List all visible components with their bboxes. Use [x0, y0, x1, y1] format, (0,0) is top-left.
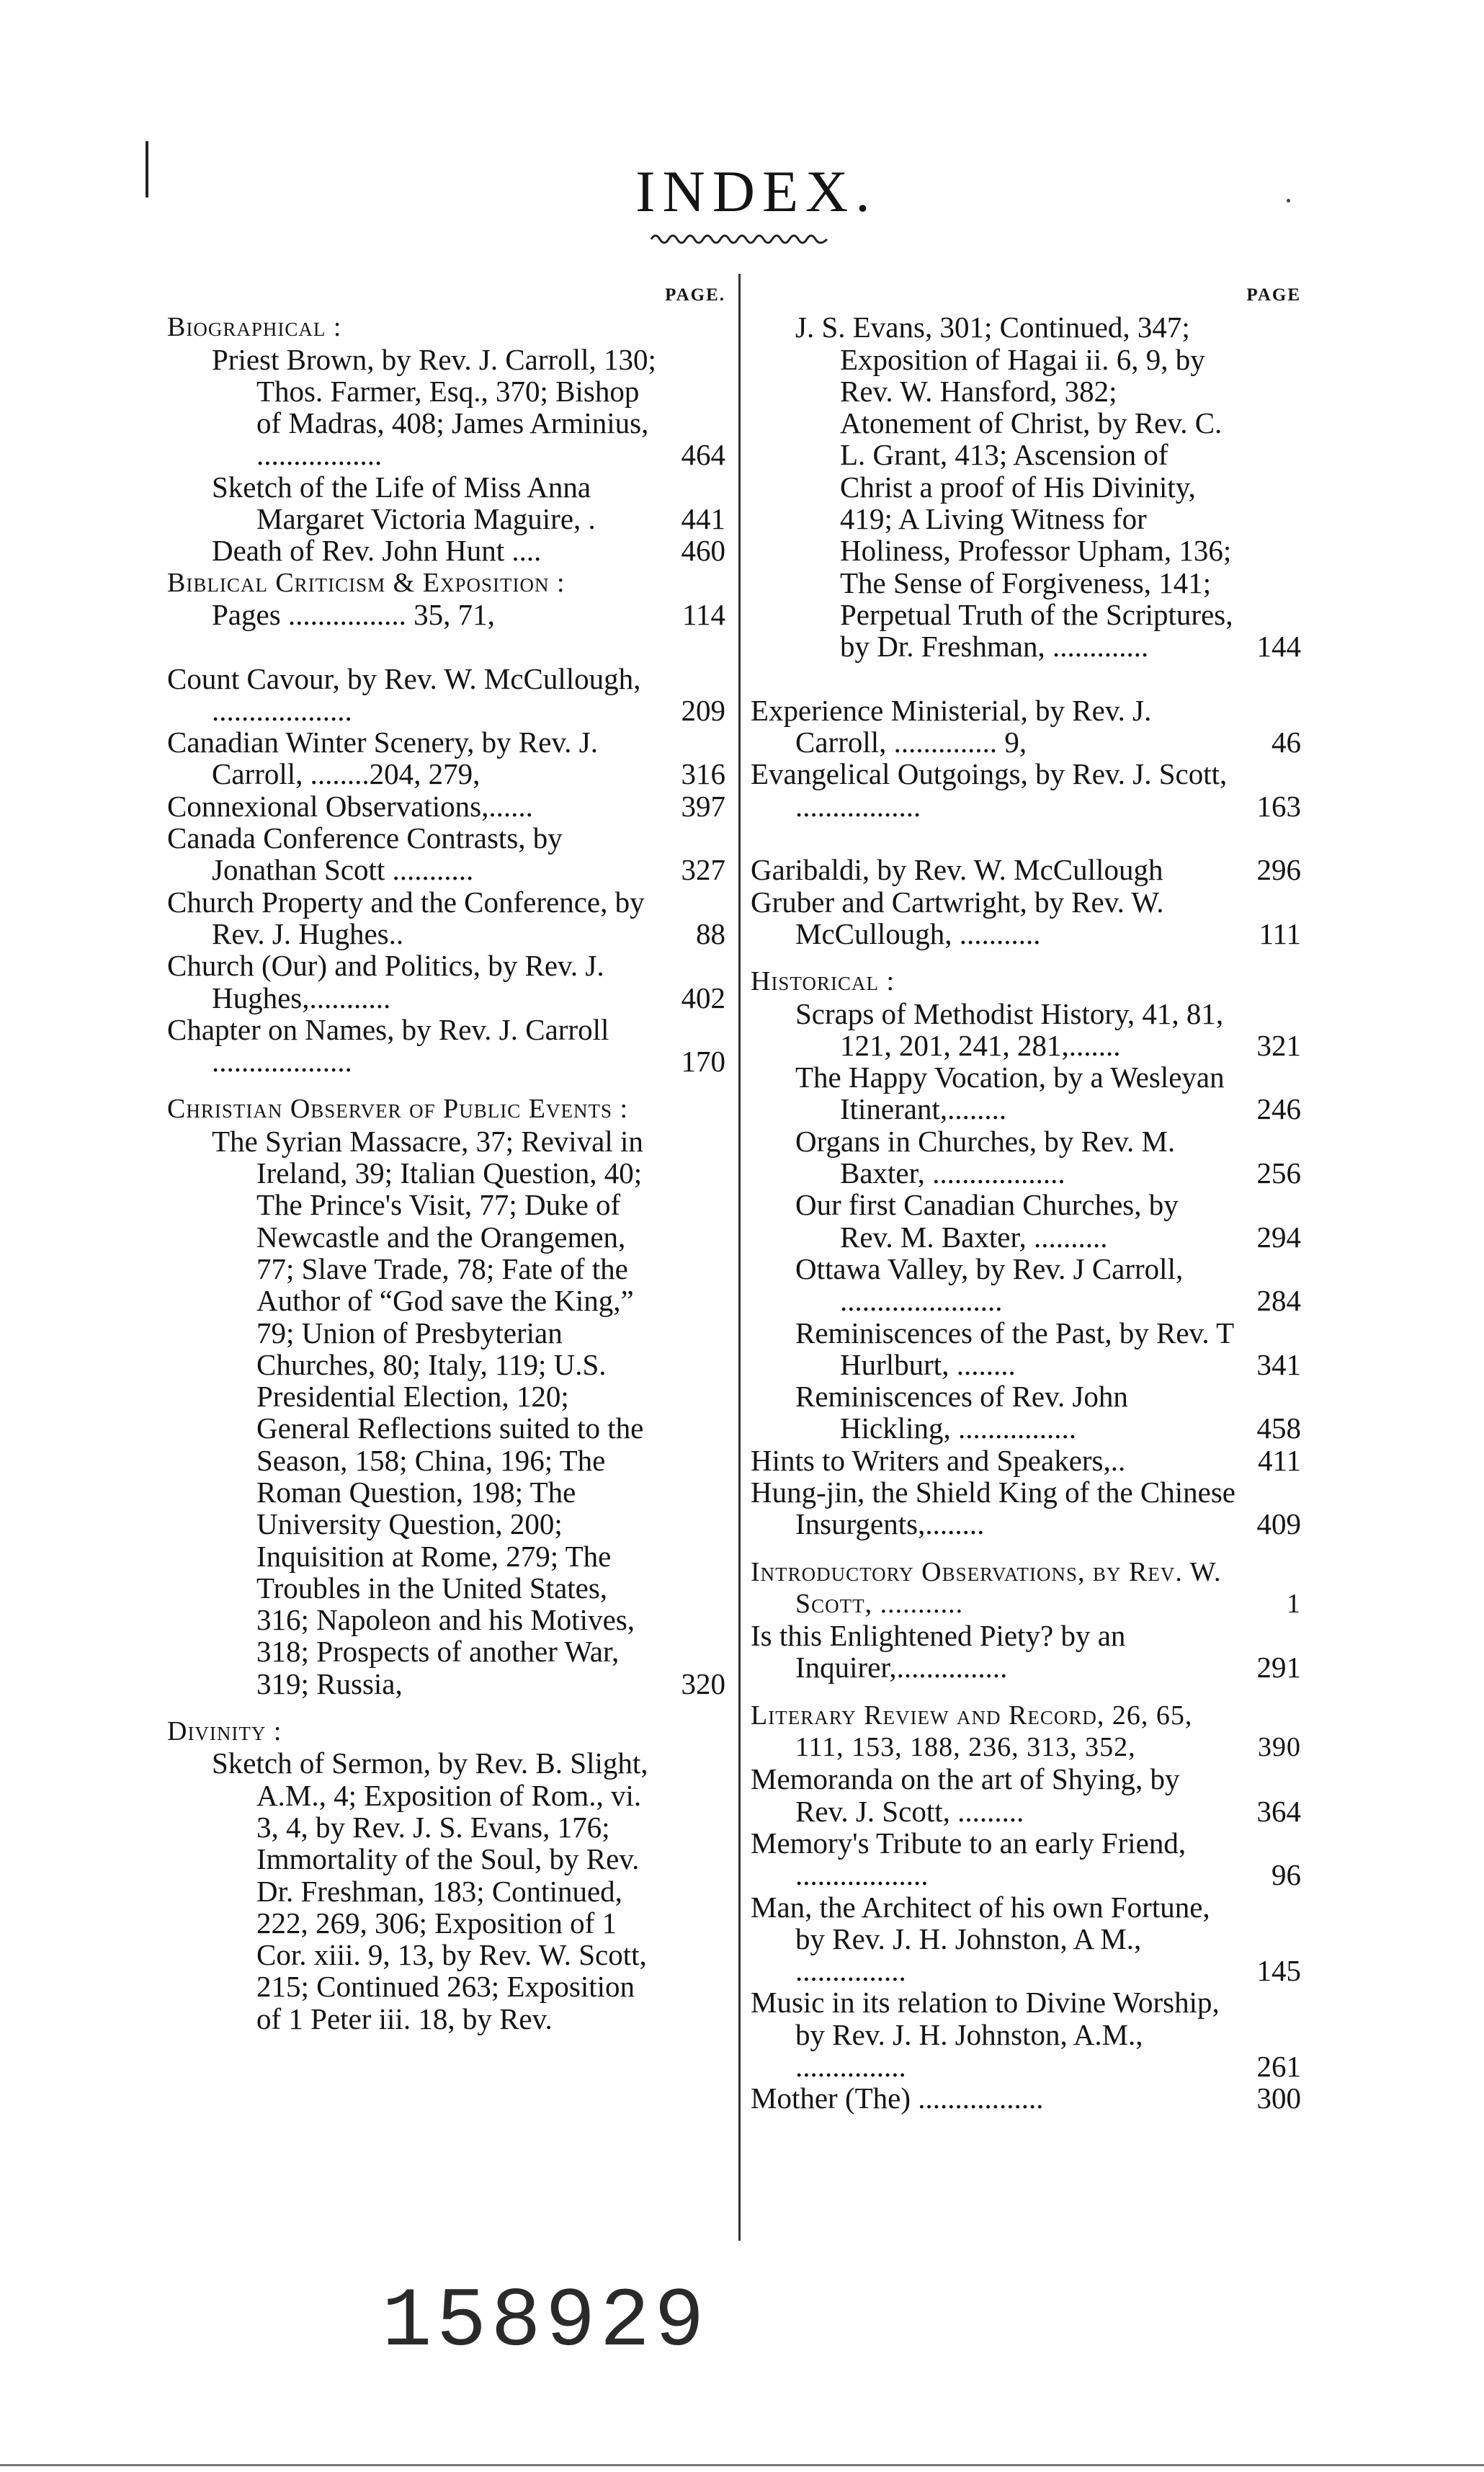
index-entry	[212, 471, 725, 535]
entry-page: 294	[1256, 1220, 1301, 1254]
entry-text: Memoranda on the art of Shying, by Rev. J. Scott, .........	[751, 1762, 1180, 1828]
entry-page: 46	[1271, 726, 1301, 759]
entry-page: 397	[681, 789, 725, 823]
section-heading-biblical: Biblical Criticism & Exposition :	[167, 567, 566, 598]
entry-text: Canadian Winter Scenery, by Rev. J. Carroll, ........204, 279,	[167, 726, 599, 791]
entry-text: The Syrian Massacre, 37; Revival in Ireland, 39; Italian Question, 40; The Prince's Visit, 77; Duke of Newcastle and the Orangemen, 77; Slave Trade, 78; Fate of the Author of “God save the King,” 79; Union of Presbyterian Churches, 80; Italy, 119; U.S. Presidential Election, 120; General Reflections suited to the Season, 158; China, 196; The Roman Question, 198; The University Question, 200; Inquisition at Rome, 279; The Troubles in the United States, 316; Napoleon and his Motives, 318; Prospects of another War, 319; Russia,	[212, 1124, 644, 1700]
column-divider	[738, 274, 741, 2241]
entry-text: Connexional Observations,......	[167, 789, 533, 823]
entry-text: Evangelical Outgoings, by Rev. J. Scott, .................	[751, 757, 1228, 823]
entry-text: J. S. Evans, 301; Continued, 347; Exposition of Hagai ii. 6, 9, by Rev. W. Hansford, 382; Atonement of Christ, by Rev. C. L. Grant, 413; Ascension of Christ a proof of His Divinity, 419; A Living Witness for Holiness, Professor Upham, 136; The Sense of Forgiveness, 141; Perpetual Truth of the Scriptures, by Dr. Freshman, .............	[795, 311, 1233, 664]
entry-page: 341	[1256, 1347, 1301, 1381]
index-entry	[795, 1253, 1301, 1317]
index-entry	[795, 1061, 1301, 1125]
entry-page: 114	[682, 597, 725, 631]
index-entry	[751, 1986, 1301, 2082]
entry-page: 464	[681, 438, 725, 472]
entry-text: Experience Ministerial, by Rev. J. Carroll, .............. 9,	[751, 693, 1152, 759]
section-heading-historical: Historical :	[751, 966, 895, 997]
index-entry	[167, 1014, 725, 1078]
index-entry	[167, 663, 725, 727]
entry-text: Ottawa Valley, by Rev. J Carroll, ......................	[795, 1251, 1184, 1318]
index-entry	[751, 886, 1301, 950]
entry-page: 296	[1256, 853, 1301, 887]
index-entry	[751, 2082, 1301, 2114]
index-entry	[795, 1125, 1301, 1190]
entry-page: 246	[1256, 1092, 1301, 1126]
entry-text: Reminiscences of Rev. John Hickling, ................	[795, 1380, 1128, 1445]
entry-page: 1	[1287, 1588, 1301, 1619]
page-column-header: PAGE	[1246, 285, 1301, 305]
entry-page: 256	[1256, 1156, 1301, 1190]
entry-page: 170	[681, 1045, 725, 1079]
index-entry-continued	[795, 311, 1301, 662]
entry-page: 261	[1256, 2050, 1301, 2084]
entry-text: Scraps of Methodist History, 41, 81, 121, 201, 241, 281,.......	[795, 996, 1224, 1062]
entry-page: 327	[681, 853, 725, 887]
entry-text: Memory's Tribute to an early Friend, ..................	[751, 1826, 1186, 1892]
entry-text: Chapter on Names, by Rev. J. Carroll ...................	[167, 1012, 609, 1079]
index-entry	[167, 790, 725, 822]
index-entry	[212, 1125, 725, 1700]
section-heading-observer: Christian Observer of Public Events :	[167, 1094, 629, 1125]
entry-page: 364	[1256, 1794, 1301, 1828]
entry-text: Canada Conference Contrasts, by Jonathan Scott ...........	[167, 821, 563, 887]
page-column-header: PAGE.	[665, 285, 725, 305]
page-title: INDEX.	[635, 159, 877, 224]
index-entry	[751, 1476, 1301, 1540]
ornamental-rule-icon	[650, 229, 828, 246]
entry-text: Sketch of the Life of Miss Anna Margaret Victoria Maguire, .	[212, 470, 596, 536]
entry-text: Hung-jin, the Shield King of the Chinese Insurgents,........	[751, 1475, 1235, 1541]
entry-text: Music in its relation to Divine Worship, by Rev. J. H. Johnston, A.M., ...............	[751, 1986, 1220, 2084]
index-right-column	[751, 280, 1301, 2115]
index-entry	[751, 758, 1301, 822]
entry-text: Count Cavour, by Rev. W. McCullough, ...................	[167, 661, 641, 727]
section-heading-divinity: Divinity :	[167, 1716, 282, 1747]
index-entry	[795, 1380, 1301, 1445]
entry-page: 390	[1258, 1732, 1301, 1763]
entry-page: 145	[1256, 1954, 1301, 1988]
entry-page: 409	[1256, 1507, 1301, 1541]
index-entry	[212, 344, 725, 471]
entry-text: Garibaldi, by Rev. W. McCullough	[751, 853, 1163, 887]
entry-text: The Happy Vocation, by a Wesleyan Itinerant,........	[795, 1061, 1225, 1126]
entry-text: Priest Brown, by Rev. J. Carroll, 130; Thos. Farmer, Esq., 370; Bishop of Madras, 408; James Arminius, .................	[212, 342, 656, 472]
entry-page: 321	[1256, 1028, 1301, 1062]
index-left-column	[167, 280, 725, 2035]
entry-text: Literary Review and Record, 26, 65, 111, 153, 188, 236, 313, 352,	[751, 1700, 1193, 1763]
entry-text: Hints to Writers and Speakers,..	[751, 1443, 1126, 1477]
index-entry	[212, 535, 725, 566]
entry-page: 144	[1256, 630, 1301, 664]
entry-page: 291	[1256, 1651, 1301, 1685]
entry-page: 88	[696, 916, 725, 950]
entry-page: 320	[681, 1666, 725, 1700]
index-entry	[167, 950, 725, 1014]
entry-text: Our first Canadian Churches, by Rev. M. Baxter, ..........	[795, 1188, 1179, 1254]
entry-text: Organs in Churches, by Rev. M. Baxter, ..................	[795, 1124, 1176, 1190]
entry-text: Introductory Observations, by Rev. W. Scott, ...........	[751, 1556, 1222, 1619]
index-entry	[751, 1763, 1301, 1827]
entry-text: Sketch of Sermon, by Rev. B. Slight, A.M., 4; Exposition of Rom., vi. 3, 4, by Rev. J. S. Evans, 176; Immortality of the Soul, by Rev. Dr. Freshman, 183; Continued, 222, 269, 306; Exposition of 1 Cor. xiii. 9, 13, by Rev. W. Scott, 215; Continued 263; Exposition of 1 Peter iii. 18, by Rev.	[212, 1746, 648, 2035]
entry-page: 209	[681, 693, 725, 727]
index-entry	[795, 1317, 1301, 1381]
entry-page: 441	[681, 502, 725, 536]
index-entry	[751, 695, 1301, 759]
index-entry	[751, 1700, 1301, 1764]
index-entry	[212, 1747, 725, 2035]
index-entry	[751, 1827, 1301, 1891]
entry-page: 163	[1256, 789, 1301, 823]
index-entry	[751, 1891, 1301, 1987]
index-entry	[751, 854, 1301, 885]
index-entry	[751, 1445, 1301, 1476]
section-heading-biographical: Biographical :	[167, 312, 342, 343]
entry-text: Reminiscences of the Past, by Rev. T Hurlburt, ........	[795, 1316, 1234, 1381]
entry-text: Is this Enlightened Piety? by an Inquirer,...............	[751, 1619, 1126, 1685]
scan-edge-line	[0, 2464, 1484, 2466]
entry-page: 96	[1271, 1858, 1301, 1892]
entry-text: Man, the Architect of his own Fortune, by Rev. J. H. Johnston, A M., ...............	[751, 1890, 1210, 1988]
entry-page: 111	[1259, 916, 1301, 950]
entry-page: 300	[1256, 2081, 1301, 2115]
index-entry	[751, 1556, 1301, 1620]
index-entry	[167, 726, 725, 790]
entry-text: Mother (The) .................	[751, 2081, 1044, 2115]
entry-text: Pages ................ 35, 71,	[212, 597, 495, 631]
entry-page: 411	[1258, 1443, 1301, 1477]
entry-text: Church (Our) and Politics, by Rev. J. Hughes,...........	[167, 949, 604, 1014]
entry-text: Death of Rev. John Hunt ....	[212, 534, 542, 568]
entry-page: 284	[1256, 1284, 1301, 1318]
entry-text: Church Property and the Conference, by Rev. J. Hughes..	[167, 885, 645, 950]
entry-page: 460	[681, 534, 725, 568]
index-entry	[212, 599, 725, 630]
index-entry	[751, 1620, 1301, 1684]
index-entry	[167, 822, 725, 886]
entry-page: 402	[681, 981, 725, 1014]
stamp-number: 158929	[382, 2275, 709, 2370]
entry-page: 316	[681, 757, 725, 791]
entry-page: 458	[1256, 1411, 1301, 1445]
index-entry	[795, 1189, 1301, 1253]
entry-text: Gruber and Cartwright, by Rev. W. McCullough, ...........	[751, 885, 1164, 950]
index-entry	[795, 998, 1301, 1062]
index-entry	[167, 886, 725, 950]
